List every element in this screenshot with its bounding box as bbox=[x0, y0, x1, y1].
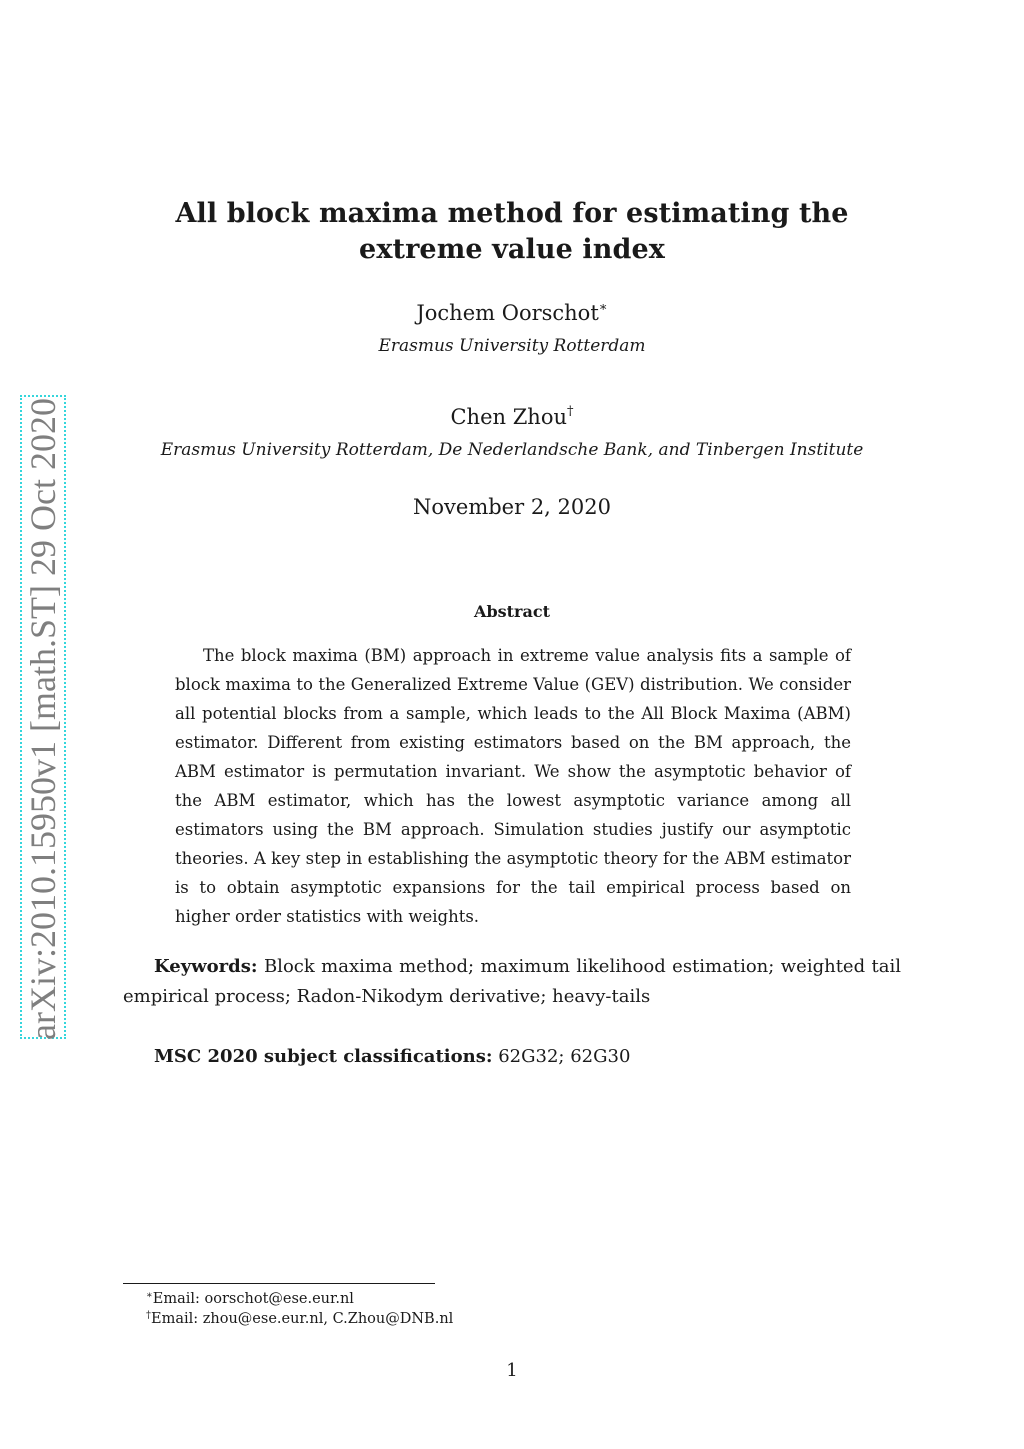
paper-title: All block maxima method for estimating the extreme value index bbox=[175, 198, 849, 265]
author-1-affiliation: Erasmus University Rotterdam bbox=[378, 336, 646, 356]
author-2 bbox=[0, 404, 1024, 430]
footnote-2-text: Email: zhou@ese.eur.nl, C.Zhou@DNB.nl bbox=[151, 1311, 454, 1327]
footnote-1-text: Email: oorschot@ese.eur.nl bbox=[152, 1291, 354, 1307]
abstract-heading: Abstract bbox=[474, 602, 550, 621]
author-2-footnote-mark: † bbox=[567, 404, 574, 419]
author-2-affiliation: Erasmus University Rotterdam, De Nederlandsche Bank, and Tinbergen Institute bbox=[160, 440, 864, 460]
footnote-rule bbox=[123, 1283, 435, 1284]
arxiv-stamp bbox=[20, 395, 66, 1039]
keywords bbox=[123, 952, 901, 1012]
footnote-1 bbox=[146, 1289, 354, 1309]
paper-date: November 2, 2020 bbox=[413, 495, 611, 519]
msc-label: MSC 2020 subject classifications: bbox=[154, 1046, 493, 1067]
footnote-1-mark: ∗ bbox=[146, 1290, 153, 1301]
footnote-2 bbox=[146, 1309, 453, 1329]
keywords-text: Block maxima method; maximum likelihood estimation; weighted tail empirical process; Radon-Nikodym derivative; heavy-tails bbox=[123, 956, 901, 1007]
abstract-body: The block maxima (BM) approach in extreme value analysis fits a sample of block maxima to the Generalized Extreme Value (GEV) distribution. We consider all potential blocks from a sample, which leads to the All Block Maxima (ABM) estimator. Different from existing estimators based on the BM approach, the ABM estimator is permutation invariant. We show the asymptotic behavior of the ABM estimator, which has the lowest asymptotic variance among all estimators using the BM approach. Simulation studies justify our asymptotic theories. A key step in establishing the asymptotic theory for the ABM estimator is to obtain asymptotic expansions for the tail empirical process based on higher order statistics with weights. bbox=[175, 646, 851, 926]
msc-text: 62G32; 62G30 bbox=[498, 1046, 631, 1067]
page-number: 1 bbox=[506, 1360, 518, 1381]
author-1-footnote-mark: ∗ bbox=[598, 300, 608, 315]
msc-classifications bbox=[154, 1043, 630, 1071]
keywords-label: Keywords: bbox=[154, 956, 258, 977]
author-1-name: Jochem Oorschot bbox=[416, 301, 599, 325]
author-1 bbox=[0, 300, 1024, 326]
arxiv-identifier: arXiv:2010.15950v1 [math.ST] 29 Oct 2020 bbox=[23, 398, 63, 1040]
footnote-2-mark: † bbox=[146, 1310, 151, 1321]
author-2-name: Chen Zhou bbox=[450, 405, 567, 429]
